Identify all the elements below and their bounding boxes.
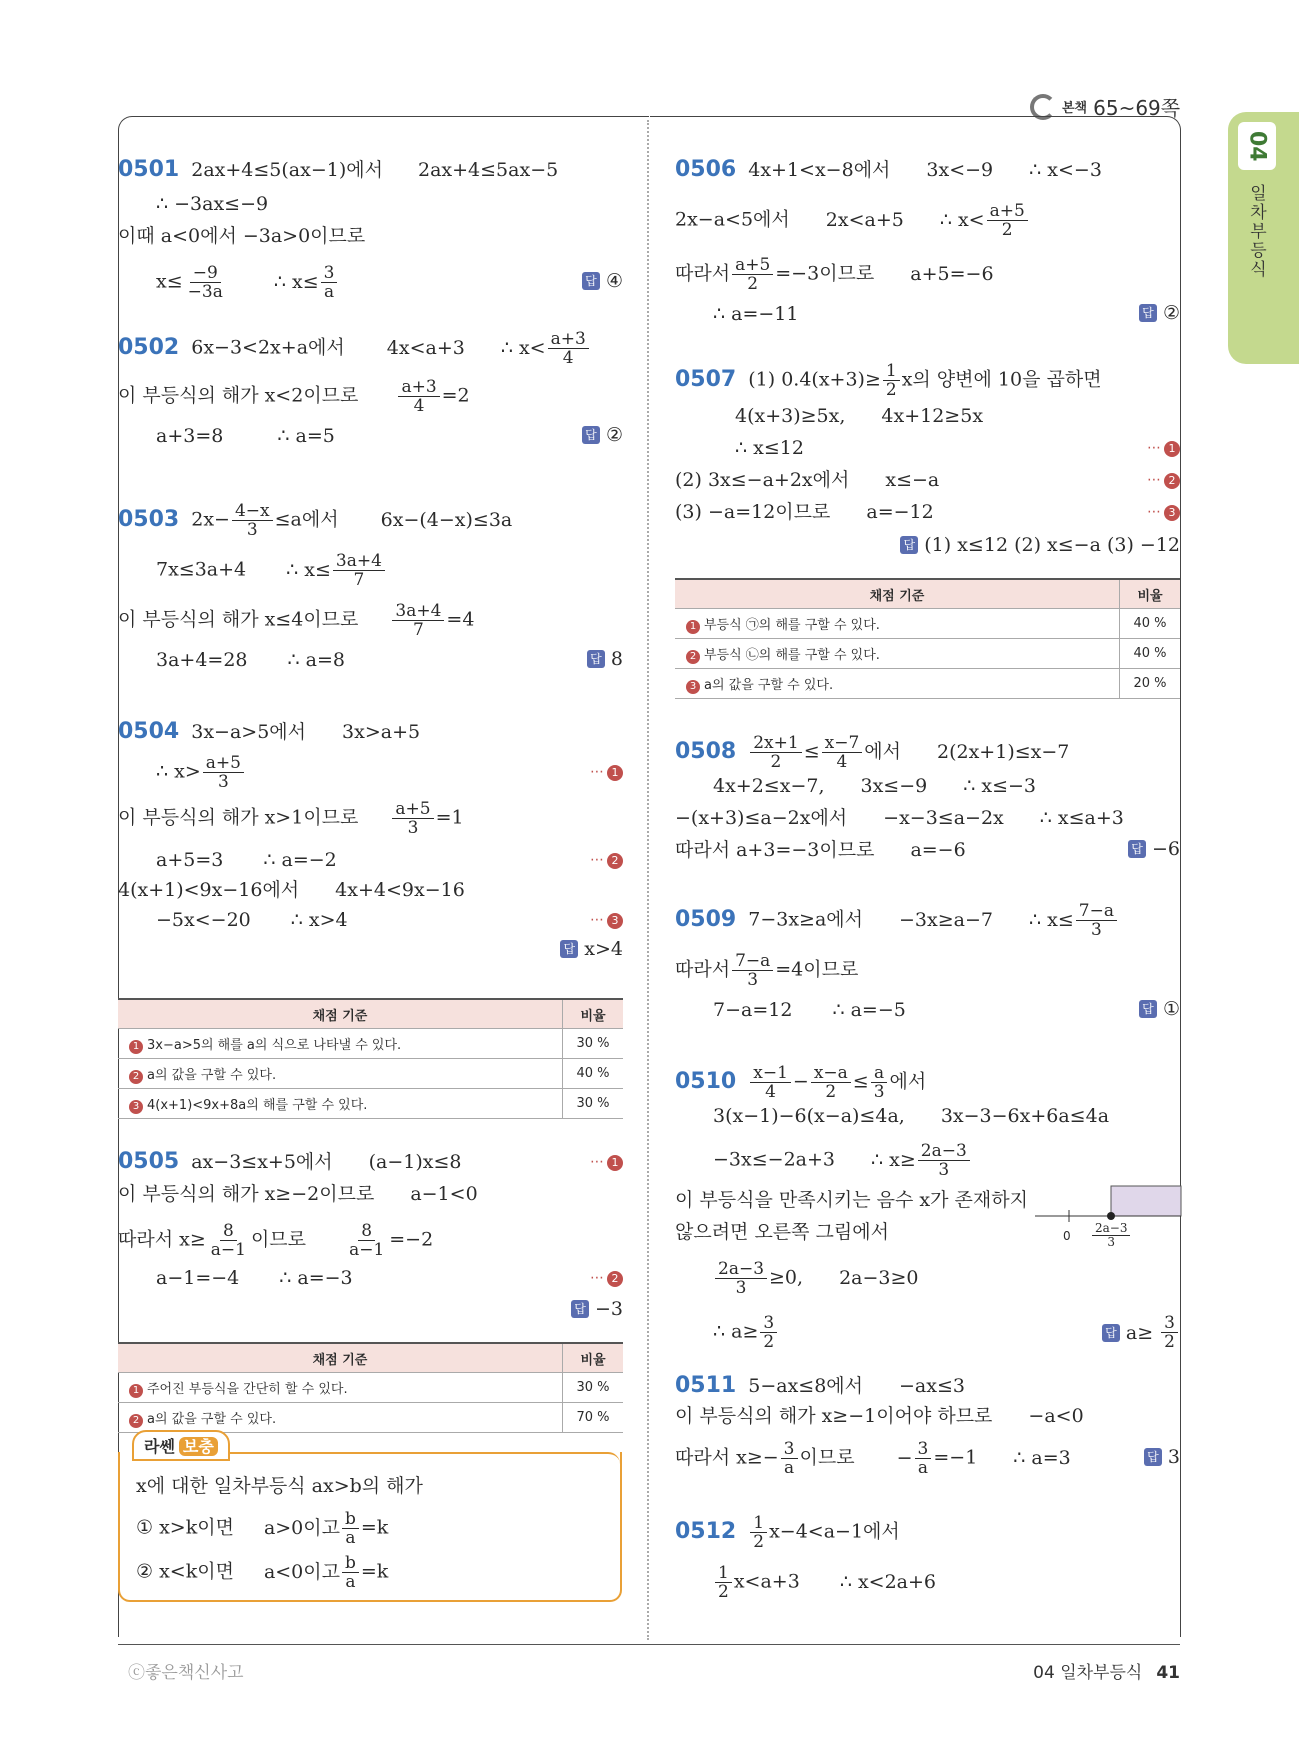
step-text: a+3=8 ∴ a=5 [156, 425, 335, 447]
page-number: 41 [1156, 1663, 1180, 1683]
step-text: 이 부등식의 해가 x≥−2이므로 a−1<0 [118, 1183, 478, 1205]
step-marker: ⋯ 1 [1147, 440, 1180, 457]
step-text: (3) −a=12이므로 a=−12 [675, 501, 934, 523]
chapter-side-tab[interactable] [1228, 112, 1299, 364]
step-text: 0505 ax−3≤x+5에서 (a−1)x≤8 [118, 1149, 462, 1174]
step-marker: ⋯ 3 [1147, 504, 1180, 521]
supplement-tag: 라쎈 보충 [132, 1430, 230, 1461]
answer-badge-icon: 답 [582, 272, 600, 290]
supplement-box [118, 1437, 622, 1602]
step-text: ∴ x≤12 [735, 437, 804, 459]
step-text: 2ax+4≤5ax−5 [418, 159, 559, 181]
chapter-title: 일차부등식 [1246, 184, 1266, 279]
step-text: 따라서 $\frac{a+5}{2}$ =−3이므로 a+5=−6 [675, 255, 994, 294]
answer: 답 ① [1139, 998, 1180, 1020]
problem-number: 0501 [118, 157, 180, 182]
step-text: x≤ $\frac{-9}{-3a}$ ∴ x≤ $\frac{3}{a}$ [156, 264, 339, 301]
step-marker: ⋯ 2 [590, 1270, 623, 1287]
supplement-text: ② x<k이면 a<0이고 $\frac{b}{a}$ =k [136, 1553, 389, 1592]
answer: 답 ② [582, 424, 623, 446]
page-footer [1033, 1658, 1180, 1683]
answer: 답 a≥ $\frac{3}{2}$ [1102, 1314, 1180, 1351]
step-marker: ⋯ 2 [590, 852, 623, 869]
answer: 답 x>4 [560, 938, 623, 960]
problem-number: 0509 [675, 906, 737, 932]
step-text: 이 부등식의 해가 x<2이므로 $\frac{a+3}{4}$ =2 [118, 377, 470, 416]
number-line-label: $\frac{2a-3}{3}$ [1090, 1222, 1132, 1249]
step-text: 이 부등식의 해가 x≥−1이어야 하므로 −a<0 [675, 1405, 1084, 1427]
answer-badge-icon: 답 [560, 940, 578, 958]
step-text: ∴ −3ax≤−9 [156, 193, 269, 215]
grading-table-0504: 채점 기준 비율 1 3x−a>5의 해를 a의 식으로 나타낼 수 있다. 30 % 2 a의 값을 구할 수 있다. 40 % 3 4(x+1)<9x+8a의 해를 구할 수 있다. 30 % [118, 998, 623, 1119]
answer: 답 3 [1144, 1446, 1180, 1468]
step-marker: ⋯ 1 [590, 1154, 623, 1171]
step-text: 0511 5−ax≤8에서 −ax≤3 [675, 1373, 965, 1398]
step-text: 3a+4=28 ∴ a=8 [156, 649, 345, 671]
answer: 답 −6 [1128, 838, 1180, 860]
step-text: 이 부등식을 만족시키는 음수 x가 존재하지 [675, 1189, 1028, 1211]
problem-number: 0503 [118, 506, 180, 532]
step-text: 0504 3x−a>5에서 3x>a+5 [118, 719, 421, 744]
problem-number: 0502 [118, 334, 180, 360]
number-line-zero: 0 [1063, 1229, 1071, 1243]
step-text: 3(x−1)−6(x−a)≤4a, 3x−3−6x+6a≤4a [713, 1105, 1110, 1127]
step-text: ∴ x> $\frac{a+5}{3}$ [156, 754, 246, 791]
book-label: 본책 [1062, 101, 1088, 116]
answer: 답 (1) x≤12 (2) x≤−a (3) −12 [900, 534, 1180, 556]
step-text: a+5=3 ∴ a=−2 [156, 849, 337, 871]
step-text: 이 부등식의 해가 x>1이므로 $\frac{a+5}{3}$ =1 [118, 799, 464, 838]
step-text: 0509 7−3x≥a에서 −3x≥a−7 ∴ x≤ $\frac{7-a}{3}$ [675, 902, 1119, 939]
chapter-number: 04 [1238, 122, 1276, 170]
problem-number: 0508 [675, 738, 737, 764]
grading-table-0505: 채점 기준 비율 1 주어진 부등식을 간단히 할 수 있다. 30 % 2 a의 값을 구할 수 있다. 70 % [118, 1342, 623, 1433]
answer: 답 ② [1139, 302, 1180, 324]
step-text: (2) 3x≤−a+2x에서 x≤−a [675, 469, 940, 491]
step-text: −5x<−20 ∴ x>4 [156, 909, 348, 931]
step-text: ∴ a=−11 [713, 303, 799, 325]
answer-badge-icon: 답 [1139, 304, 1157, 322]
step-text: −3x≤−2a+3 ∴ x≥ $\frac{2a-3}{3}$ [713, 1142, 972, 1179]
problem-number: 0507 [675, 366, 737, 392]
step-text: 0502 6x−3<2x+a에서 4x<a+3 ∴ x< $\frac{a+3}{4}$ [118, 330, 591, 367]
step-marker: ⋯ 1 [590, 764, 623, 781]
step-text: 따라서 $\frac{7-a}{3}$ =4이므로 [675, 951, 859, 990]
problem-number: 0510 [675, 1068, 737, 1094]
step-text: 0512 $\frac{1}{2}$ x−4<a−1에서 [675, 1513, 900, 1552]
step-text: a−1=−4 ∴ a=−3 [156, 1267, 353, 1289]
answer-badge-icon: 답 [1139, 1000, 1157, 1018]
step-text: 2x−a<5에서 2x<a+5 ∴ x< $\frac{a+5}{2}$ [675, 202, 1030, 239]
step-text: 2ax+4≤5(ax−1)에서 [191, 159, 383, 181]
step-text: 4(x+3)≥5x, 4x+12≥5x [735, 405, 984, 427]
footer-divider [118, 1644, 1180, 1645]
step-text: 않으려면 오른쪽 그림에서 [675, 1221, 889, 1243]
step-text: 따라서 x≥− $\frac{3}{a}$ 이므로 − $\frac{3}{a}$ =−1 ∴ a=3 [675, 1439, 1071, 1478]
problem-number: 0506 [675, 157, 737, 182]
grading-table-0507: 채점 기준 비율 1 부등식 ㉠의 해를 구할 수 있다. 40 % 2 부등식 ㉡의 해를 구할 수 있다. 40 % 3 a의 값을 구할 수 있다. 20 % [675, 578, 1180, 699]
step-text: 이 부등식의 해가 x≤4이므로 $\frac{3a+4}{7}$ =4 [118, 601, 475, 640]
step-text: 0507 (1) 0.4(x+3)≥ $\frac{1}{2}$ x의 양변에 10을 곱하면 [675, 361, 1102, 400]
problem-number: 0505 [118, 1149, 180, 1174]
answer-badge-icon: 답 [571, 1300, 589, 1318]
step-text: 0503 2x− $\frac{4-x}{3}$ ≤a에서 6x−(4−x)≤3a [118, 501, 513, 540]
problem-number: 0511 [675, 1373, 737, 1398]
step-text: 4(x+1)<9x−16에서 4x+4<9x−16 [118, 879, 465, 901]
copyright: ⓒ좋은책신사고 [128, 1663, 244, 1683]
answer-badge-icon: 답 [900, 536, 918, 554]
step-text: 4x+2≤x−7, 3x≤−9 ∴ x≤−3 [713, 775, 1037, 797]
step-text: 따라서 x≥ $\frac{8}{a-1}$ 이므로 $\frac{8}{a-1}$ =−2 [118, 1221, 434, 1260]
step-text: 따라서 a+3=−3이므로 a=−6 [675, 839, 966, 861]
answer-badge-icon: 답 [1128, 840, 1146, 858]
answer-badge-icon: 답 [582, 426, 600, 444]
answer-badge-icon: 답 [587, 650, 605, 668]
supplement-text: ① x>k이면 a>0이고 $\frac{b}{a}$ =k [136, 1509, 389, 1548]
answer: 답 −3 [571, 1298, 623, 1320]
problem-number: 0504 [118, 719, 180, 744]
step-text: 7−a=12 ∴ a=−5 [713, 999, 906, 1021]
step-text: 이때 a<0에서 −3a>0이므로 [118, 225, 366, 247]
step-text: $\frac{2a-3}{3}$ ≥0, 2a−3≥0 [713, 1260, 919, 1297]
step-text: −(x+3)≤a−2x에서 −x−3≤a−2x ∴ x≤a+3 [675, 807, 1124, 829]
problem-number: 0512 [675, 1518, 737, 1544]
column-divider [647, 120, 649, 1640]
supplement-text: x에 대한 일차부등식 ax>b의 해가 [136, 1475, 423, 1497]
step-text: 0506 4x+1<x−8에서 3x<−9 ∴ x<−3 [675, 157, 1102, 182]
step-text: 0508 $\frac{2x+1}{2}$ ≤ $\frac{x-7}{4}$ 에서 2(2x+1)≤x−7 [675, 733, 1070, 772]
step-text: 7x≤3a+4 ∴ x≤ $\frac{3a+4}{7}$ [156, 552, 387, 589]
step-marker: ⋯ 2 [1147, 472, 1180, 489]
answer: 답 8 [587, 648, 623, 670]
answer-badge-icon: 답 [1144, 1448, 1162, 1466]
page-range: 65~69쪽 [1093, 96, 1181, 120]
footer-chapter: 04 일차부등식 [1033, 1663, 1143, 1683]
answer-badge-icon: 답 [1102, 1324, 1120, 1342]
step-text: 0510 $\frac{x-1}{4}$ − $\frac{x-a}{2}$ ≤ $\frac{a}{3}$ 에서 [675, 1063, 927, 1102]
answer: 답 ④ [582, 270, 623, 292]
step-marker: ⋯ 3 [590, 912, 623, 929]
step-text: $\frac{1}{2}$ x<a+3 ∴ x<2a+6 [713, 1564, 936, 1601]
step-text: ∴ a≥ $\frac{3}{2}$ [713, 1314, 779, 1351]
